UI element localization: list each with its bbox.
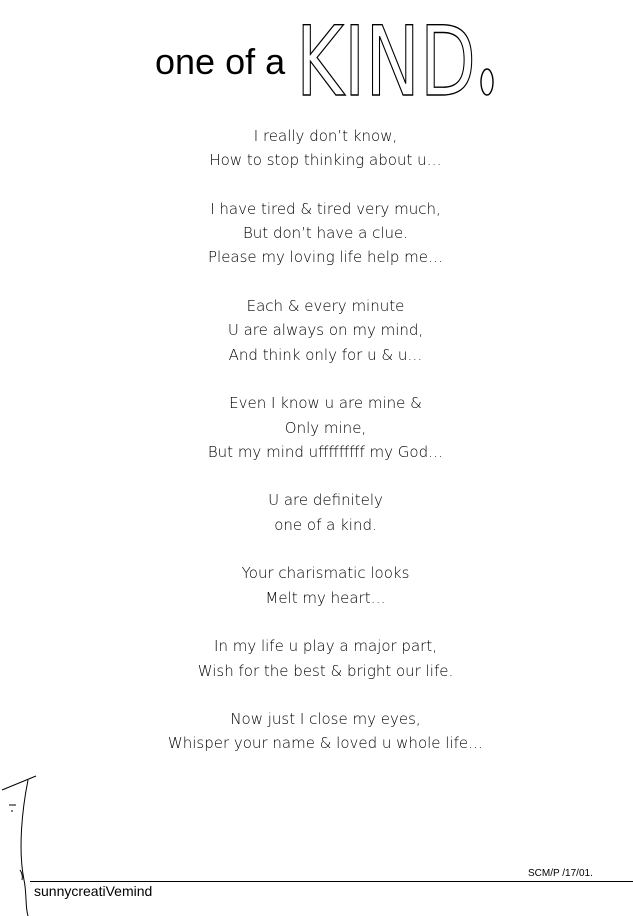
poem-line: Your charismatic looks — [241, 564, 410, 583]
poem-line: Please my loving life help me… — [207, 248, 443, 267]
poem-line: U are always on my mind, — [227, 321, 424, 340]
title-kind-period — [481, 69, 493, 95]
poem-line: Wish for the best & bright our life. — [197, 661, 454, 680]
poem-line: Whisper your name & loved u whole life… — [167, 734, 484, 753]
poem-line: I have tired & tired very much, — [210, 199, 441, 218]
poem-line: U are definitely — [268, 491, 383, 510]
stanza-6 — [0, 561, 633, 610]
poem-line: Even I know u are mine & — [229, 394, 422, 413]
document-code: SCM/P /17/01. — [528, 868, 593, 879]
stanza-7 — [0, 634, 633, 683]
title-kind-outline — [294, 0, 504, 118]
poem-line: Each & every minute — [246, 297, 405, 316]
stanza-1 — [0, 124, 633, 173]
signature: sunnycreatiVemind — [34, 883, 153, 899]
title-kind-text: KIND — [296, 6, 476, 118]
poem-line: How to stop thinking about u… — [209, 151, 442, 170]
poem-line: But don’t have a clue. — [242, 224, 409, 243]
poem-line: Only mine, — [284, 418, 367, 437]
footer-rule — [30, 881, 633, 882]
stanza-3 — [0, 294, 633, 367]
stanza-4 — [0, 391, 633, 464]
poem — [0, 124, 633, 780]
poem-line: Now just I close my eyes, — [230, 710, 421, 729]
poem-line: I really don’t know, — [253, 127, 398, 145]
title-prefix: one of a — [155, 41, 286, 82]
poem-line: In my life u play a major part, — [214, 637, 437, 656]
poem-line: Melt my heart… — [265, 588, 386, 607]
poem-line: And think only for u & u… — [228, 345, 423, 364]
poem-line: But my mind ufffffffff my God… — [207, 442, 444, 461]
poem-line: one of a kind. — [274, 515, 377, 534]
stanza-2 — [0, 197, 633, 270]
stanza-8 — [0, 707, 633, 756]
stanza-5 — [0, 488, 633, 537]
